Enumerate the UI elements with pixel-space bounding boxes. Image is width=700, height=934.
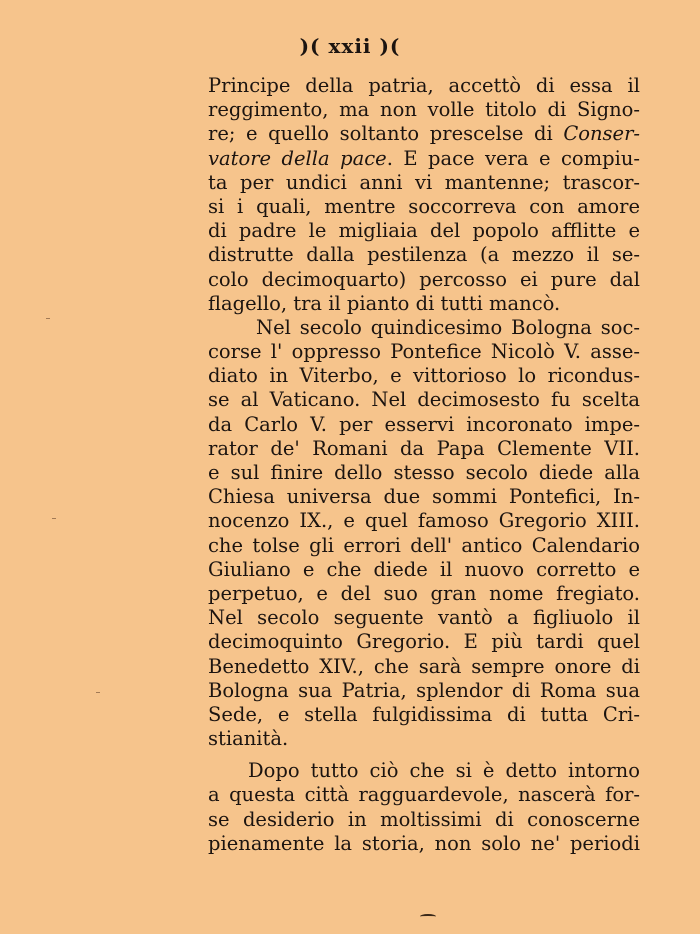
- text-line: e sul finire dello stesso secolo diede alla: [208, 461, 640, 484]
- text-line: pienamente la storia, non solo ne' periodi: [208, 831, 640, 855]
- text-fragment: . E pace vera e compiu-: [386, 146, 640, 170]
- text-line: rator de' Romani da Papa Clemente VII.: [208, 436, 640, 460]
- italic-phrase: Conser-: [563, 122, 640, 146]
- italic-phrase: vatore della pace: [208, 146, 387, 170]
- text-line: da Carlo V. per esservi incoronato impe-: [208, 412, 640, 436]
- paragraph-2: [208, 316, 640, 751]
- text-line: colo decimoquarto) percosso ei pure dal: [208, 267, 640, 291]
- text-line: diato in Viterbo, e vittorioso lo ricondus-: [208, 364, 640, 388]
- text-line: Dopo tutto ciò che si è detto intorno: [248, 759, 640, 783]
- text-line: [208, 122, 640, 146]
- text-line: si i quali, mentre soccorreva con amore: [208, 194, 640, 218]
- text-line: nocenzo IX., e quel famoso Gregorio XIII.: [208, 509, 640, 533]
- text-line: flagello, tra il pianto di tutti mancò.: [208, 291, 561, 315]
- text-line: se desiderio in moltissimi di conoscerne: [208, 807, 640, 831]
- paper-speck: [96, 692, 100, 693]
- text-fragment: re; e quello soltanto prescelse di: [208, 122, 564, 146]
- text-line: Nel secolo quindicesimo Bologna soc-: [256, 315, 640, 339]
- text-line: reggimento, ma non volle titolo di Signo-: [208, 98, 640, 122]
- text-line: Principe della patria, accettò di essa il: [208, 74, 640, 97]
- text-line: Giuliano e che diede il nuovo corretto e: [208, 557, 640, 581]
- text-line: Sede, e stella fulgidissima di tutta Cri-: [208, 702, 640, 726]
- text-line: decimoquinto Gregorio. E più tardi quel: [208, 630, 640, 654]
- text-line: stianità.: [208, 727, 289, 751]
- paragraph-3: [208, 759, 640, 856]
- text-line: a questa città ragguardevole, nascerà for-: [208, 783, 640, 807]
- text-line: Benedetto XIV., che sarà sempre onore di: [208, 654, 640, 678]
- text-line: che tolse gli errori dell' antico Calendario: [208, 533, 640, 557]
- paper-speck: [52, 518, 56, 519]
- paragraph-1: [208, 74, 640, 316]
- text-line: di padre le migliaia del popolo afflitte e: [208, 219, 640, 243]
- text-line: distrutte dalla pestilenza (a mezzo il se-: [208, 243, 640, 267]
- text-line: Bologna sua Patria, splendor di Roma sua: [208, 678, 640, 702]
- text-line: ta per undici anni vi mantenne; trascor-: [208, 170, 640, 194]
- text-line: [208, 147, 640, 171]
- text-line: Nel secolo seguente vantò a figliuolo il: [208, 606, 640, 630]
- body-text: [208, 74, 640, 856]
- paper-speck: [46, 318, 50, 319]
- text-line: perpetuo, e del suo gran nome fregiato.: [208, 581, 640, 605]
- footer-ornament: [420, 914, 436, 919]
- text-line: Chiesa universa due sommi Pontefici, In-: [208, 485, 640, 509]
- page-number-header: )( xxii )(: [299, 34, 401, 58]
- text-line: corse l' oppresso Pontefice Nicolò V. asse-: [208, 340, 640, 364]
- text-line: se al Vaticano. Nel decimosesto fu scelta: [208, 388, 640, 412]
